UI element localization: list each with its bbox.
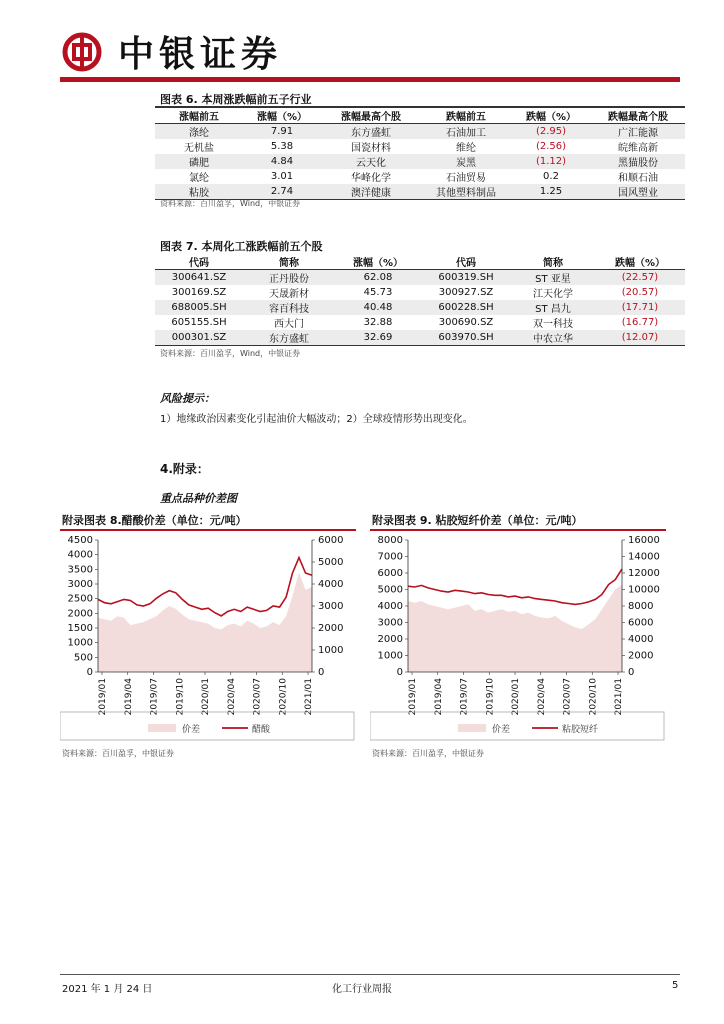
risk-text: 1）地缘政治因素变化引起油价大幅波动；2）全球疫情形势出现变化。: [160, 414, 473, 425]
chart8: [60, 532, 356, 742]
y-tick-label-left: 4000: [377, 601, 403, 612]
y-tick-label-left: 0: [396, 667, 403, 678]
y-tick-label-right: 4000: [628, 634, 654, 645]
fig7-cell: 62.08: [335, 270, 421, 286]
fig7-header: 跌幅（%）: [595, 254, 685, 270]
legend-label-line: 醋酸: [252, 725, 271, 735]
fig6-cell: (2.56): [535, 141, 567, 152]
fig7-cell: 000301.SZ: [155, 330, 243, 346]
fig7-cell: 300927.SZ: [438, 287, 494, 298]
fig7-cell: 双一科技: [533, 319, 573, 330]
x-tick-label: 2020/07: [562, 678, 573, 716]
fig7-cell: 天晟新材: [269, 289, 309, 300]
fig6-table: [155, 106, 685, 200]
y-tick-label-right: 2000: [628, 650, 654, 662]
legend-label-line: 粘胶短纤: [562, 725, 599, 735]
series-area-spread: [98, 572, 312, 672]
fig6-header: 涨幅（%）: [243, 107, 321, 124]
fig6-cell: 3.01: [270, 171, 294, 182]
x-tick-label: 2021/01: [614, 678, 624, 716]
y-tick-label-right: 4000: [318, 579, 344, 590]
fig6-cell: 涤纶: [155, 124, 243, 140]
fig6-cell: 澳洋健康: [321, 184, 421, 200]
fig6-row: [155, 169, 685, 184]
fig7-source: 资料来源：百川盈孚，Wind，中银证券: [160, 349, 301, 358]
y-tick-label-left: 3500: [67, 564, 93, 576]
x-tick-label: 2020/10: [278, 678, 289, 716]
fig7-cell: (22.57): [595, 270, 685, 286]
x-tick-label: 2020/10: [588, 678, 599, 716]
series-line-price: [98, 558, 312, 616]
fig6-header: 跌幅前五: [421, 107, 511, 124]
footer-rule: [60, 974, 680, 975]
fig7-row: [155, 300, 685, 315]
fig6-cell: (1.12): [511, 154, 591, 169]
fig6-cell: 华峰化学: [351, 173, 391, 184]
fig6-header: 跌幅最高个股: [591, 107, 685, 124]
x-tick-label: 2019/04: [433, 678, 444, 716]
y-tick-label-right: 8000: [628, 601, 654, 612]
fig6-header: 跌幅（%）: [511, 107, 591, 124]
fig6-cell: 粘胶: [155, 184, 243, 200]
y-tick-label-right: 14000: [628, 551, 660, 563]
legend-swatch-area: [148, 724, 176, 732]
fig7-cell: 45.73: [363, 287, 393, 298]
fig6-cell: 皖维高新: [618, 143, 658, 154]
x-tick-label: 2020/04: [536, 678, 547, 716]
y-tick-label-left: 1000: [67, 637, 93, 649]
fig7-cell: 容百科技: [243, 300, 335, 315]
y-tick-label-right: 0: [628, 667, 635, 678]
x-tick-label: 2019/10: [485, 678, 496, 716]
fig6-cell: 和顺石油: [618, 173, 658, 184]
y-tick-label-left: 3000: [377, 617, 403, 629]
x-tick-label: 2021/01: [304, 678, 314, 716]
x-tick-label: 2020/04: [226, 678, 237, 716]
appendix-title: 4.附录：: [160, 462, 209, 476]
fig7-cell: (20.57): [621, 287, 659, 298]
fig7-cell: ST 昌九: [511, 300, 595, 315]
footer-date: 2021 年 1 月 24 日: [62, 984, 153, 995]
fig6-source: 资料来源：百川盈孚，Wind，中银证券: [160, 199, 301, 208]
fig6-cell: 炭黑: [421, 154, 511, 169]
y-tick-label-left: 3000: [67, 579, 93, 590]
chart9-title: 附录图表 9. 粘胶短纤价差（单位：元/吨）: [372, 514, 583, 527]
footer-title: 化工行业周报: [332, 984, 392, 995]
chart8-rule: [60, 529, 356, 531]
fig7-cell: 605155.SH: [171, 317, 227, 328]
fig7-cell: 600228.SH: [421, 300, 511, 315]
y-tick-label-right: 16000: [628, 535, 660, 546]
y-tick-label-left: 2000: [377, 634, 403, 645]
y-tick-label-left: 1500: [67, 623, 93, 634]
fig7-cell: 西大门: [274, 319, 304, 330]
fig6-cell: 黑猫股份: [591, 154, 685, 169]
x-tick-label: 2019/07: [459, 678, 470, 716]
fig6-row: [155, 139, 685, 154]
fig7-header: 代码: [421, 254, 511, 270]
fig6-cell: 2.74: [243, 184, 321, 200]
x-tick-label: 2019/01: [98, 678, 108, 716]
fig6-row: [155, 154, 685, 169]
fig7-cell: 中农立华: [511, 330, 595, 346]
fig6-title: 图表 6. 本周涨跌幅前五子行业: [160, 93, 312, 106]
chart8-source: 资料来源：百川盈孚，中银证券: [62, 749, 174, 758]
y-tick-label-right: 10000: [628, 584, 660, 596]
fig6-cell: 国风塑业: [591, 184, 685, 200]
fig7-cell: 603970.SH: [421, 330, 511, 346]
fig7-header: 代码: [155, 254, 243, 270]
fig7-cell: 40.48: [335, 300, 421, 315]
y-tick-label-right: 2000: [318, 623, 344, 634]
fig6-row: [155, 124, 685, 140]
y-tick-label-left: 8000: [377, 535, 403, 546]
y-tick-label-right: 12000: [628, 568, 660, 579]
y-tick-label-left: 4500: [67, 535, 93, 546]
y-tick-label-right: 0: [318, 667, 325, 678]
x-tick-label: 2020/07: [252, 678, 263, 716]
fig6-header: 涨幅前五: [155, 107, 243, 124]
fig6-cell: 磷肥: [155, 154, 243, 169]
fig7-cell: (16.77): [621, 317, 659, 328]
y-tick-label-right: 1000: [318, 645, 344, 656]
y-tick-label-left: 2500: [67, 593, 93, 605]
y-tick-label-left: 500: [73, 652, 93, 664]
fig6-cell: 广汇能源: [591, 124, 685, 140]
fig7-cell: (12.07): [595, 330, 685, 346]
fig7-cell: 688005.SH: [155, 300, 243, 315]
fig6-cell: 国瓷材料: [351, 143, 391, 154]
fig7-row: [155, 285, 685, 300]
y-tick-label-right: 6000: [318, 535, 344, 546]
fig6-cell: 石油加工: [421, 124, 511, 140]
chart9-source: 资料来源：百川盈孚，中银证券: [372, 749, 484, 758]
fig6-header: 涨幅最高个股: [321, 107, 421, 124]
series-line-price: [408, 569, 622, 605]
brand-name: 中银证券: [118, 34, 283, 75]
fig7-cell: 300641.SZ: [155, 270, 243, 286]
chart9-rule: [370, 529, 666, 531]
fig6-cell: 氯纶: [189, 173, 209, 184]
fig6-cell: 云天化: [321, 154, 421, 169]
y-tick-label-left: 1000: [377, 650, 403, 662]
y-tick-label-left: 0: [86, 667, 93, 678]
fig7-cell: (17.71): [595, 300, 685, 315]
fig6-cell: 东方盛虹: [321, 124, 421, 140]
y-tick-label-left: 7000: [377, 551, 403, 563]
y-tick-label-left: 6000: [377, 568, 403, 579]
chart9: [370, 532, 666, 742]
y-tick-label-right: 5000: [318, 557, 344, 568]
x-tick-label: 2019/07: [149, 678, 160, 716]
fig7-cell: 东方盛虹: [243, 330, 335, 346]
x-tick-label: 2020/01: [201, 678, 211, 716]
fig6-cell: (2.95): [511, 124, 591, 140]
y-tick-label-left: 2000: [67, 608, 93, 620]
x-tick-label: 2019/04: [123, 678, 134, 716]
fig7-cell: 300690.SZ: [438, 317, 494, 328]
appendix-subtitle: 重点品种价差图: [160, 492, 237, 505]
chart8-title: 附录图表 8.醋酸价差（单位：元/吨）: [62, 514, 247, 527]
fig7-table: [155, 254, 685, 346]
x-tick-label: 2019/10: [175, 678, 186, 716]
y-tick-label-right: 3000: [318, 601, 344, 612]
fig7-cell: 正丹股份: [243, 270, 335, 286]
fig7-title: 图表 7. 本周化工涨跌幅前五个股: [160, 240, 323, 253]
fig7-cell: 32.88: [363, 317, 393, 328]
fig6-cell: 其他塑料制品: [421, 184, 511, 200]
fig7-cell: 32.69: [335, 330, 421, 346]
fig7-header: 涨幅（%）: [335, 254, 421, 270]
fig7-cell: 300169.SZ: [171, 287, 227, 298]
bank-logo-icon: [62, 32, 102, 72]
fig6-cell: 1.25: [511, 184, 591, 200]
fig6-cell: 5.38: [270, 141, 294, 152]
y-tick-label-right: 6000: [628, 617, 654, 629]
fig7-cell: ST 亚星: [511, 270, 595, 286]
fig7-row: [155, 330, 685, 346]
header-rule: [60, 77, 680, 82]
fig6-cell: 4.84: [243, 154, 321, 169]
y-tick-label-left: 4000: [67, 549, 93, 561]
fig7-cell: 600319.SH: [421, 270, 511, 286]
fig7-header: 简称: [511, 254, 595, 270]
fig7-row: [155, 270, 685, 286]
x-tick-label: 2020/01: [511, 678, 521, 716]
fig7-header: 简称: [243, 254, 335, 270]
fig6-cell: 0.2: [543, 171, 559, 182]
fig7-cell: 江天化学: [533, 289, 573, 300]
legend-label-area: 价差: [182, 725, 201, 735]
x-tick-label: 2019/01: [408, 678, 418, 716]
y-tick-label-left: 5000: [377, 584, 403, 596]
fig6-cell: 7.91: [243, 124, 321, 140]
fig7-row: [155, 315, 685, 330]
fig6-cell: 无机盐: [184, 143, 214, 154]
risk-title: 风险提示：: [160, 392, 215, 405]
legend-label-area: 价差: [492, 725, 511, 735]
legend-swatch-area: [458, 724, 486, 732]
series-area-spread: [408, 585, 622, 673]
fig6-cell: 维纶: [456, 143, 476, 154]
page-number: 5: [672, 980, 679, 991]
fig6-cell: 石油贸易: [446, 173, 486, 184]
